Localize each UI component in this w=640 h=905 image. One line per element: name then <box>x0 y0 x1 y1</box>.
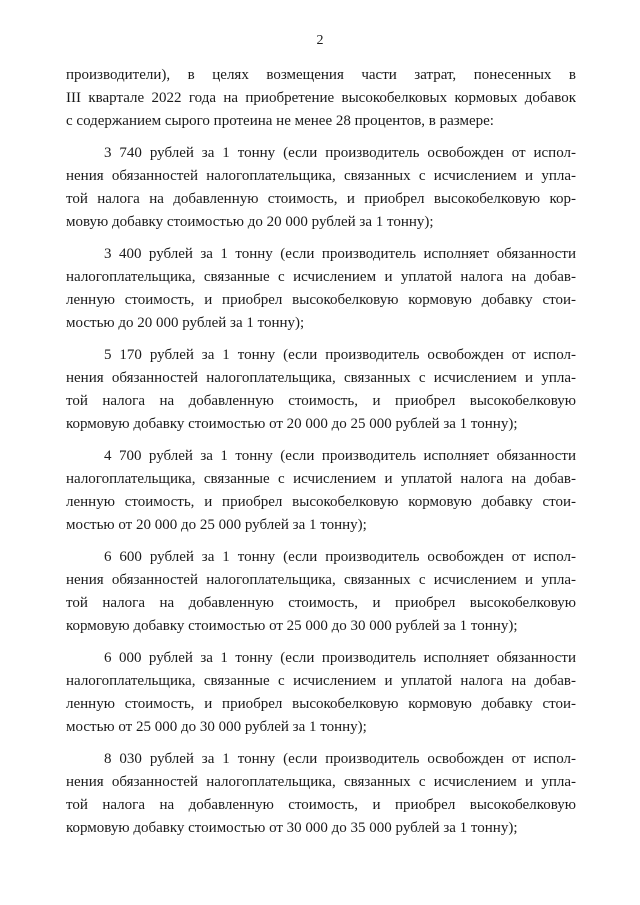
text-line: той налога на добавленную стоимость, и приобрел высокобелковую <box>66 595 576 611</box>
text-line: нения обязанностей налогоплательщика, связанных с исчислением и упла- <box>66 774 576 790</box>
text-line: ленную стоимость, и приобрел высокобелковую кормовую добавку стои- <box>66 494 576 510</box>
text-line: мостью до 20 000 рублей за 1 тонну); <box>66 315 305 331</box>
paragraph <box>66 748 576 840</box>
text-line: налогоплательщика, связанные с исчислением и уплатой налога на добав- <box>66 471 576 487</box>
paragraph <box>66 546 576 638</box>
paragraph <box>66 647 576 739</box>
text-line: той налога на добавленную стоимость, и приобрел высокобелковую <box>66 797 576 813</box>
text-line: кормовую добавку стоимостью от 30 000 до 35 000 рублей за 1 тонну); <box>66 820 518 836</box>
paragraph <box>66 445 576 537</box>
text-line: нения обязанностей налогоплательщика, связанных с исчислением и упла- <box>66 572 576 588</box>
text-line: мовую добавку стоимостью до 20 000 рублей за 1 тонну); <box>66 214 434 230</box>
document-body <box>66 64 576 849</box>
text-line: ленную стоимость, и приобрел высокобелковую кормовую добавку стои- <box>66 292 576 308</box>
text-line: кормовую добавку стоимостью от 20 000 до 25 000 рублей за 1 тонну); <box>66 416 518 432</box>
text-line: 5 170 рублей за 1 тонну (если производитель освобожден от испол- <box>104 347 576 363</box>
text-line: мостью от 25 000 до 30 000 рублей за 1 тонну); <box>66 719 367 735</box>
text-line: 8 030 рублей за 1 тонну (если производитель освобожден от испол- <box>104 751 576 767</box>
text-line: мостью от 20 000 до 25 000 рублей за 1 тонну); <box>66 517 367 533</box>
text-line: той налога на добавленную стоимость, и приобрел высокобелковую <box>66 393 576 409</box>
text-line: производители), в целях возмещения части затрат, понесенных в <box>66 67 576 83</box>
paragraph <box>66 243 576 335</box>
paragraph <box>66 142 576 234</box>
text-line: с содержанием сырого протеина не менее 28 процентов, в размере: <box>66 113 494 129</box>
text-line: нения обязанностей налогоплательщика, связанных с исчислением и упла- <box>66 168 576 184</box>
text-line: ленную стоимость, и приобрел высокобелковую кормовую добавку стои- <box>66 696 576 712</box>
paragraph <box>66 344 576 436</box>
text-line: III квартале 2022 года на приобретение высокобелковых кормовых добавок <box>66 90 576 106</box>
page-number: 2 <box>316 33 324 48</box>
text-line: 4 700 рублей за 1 тонну (если производитель исполняет обязанности <box>104 448 576 464</box>
text-line: 6 600 рублей за 1 тонну (если производитель освобожден от испол- <box>104 549 576 565</box>
text-line: нения обязанностей налогоплательщика, связанных с исчислением и упла- <box>66 370 576 386</box>
text-line: 3 400 рублей за 1 тонну (если производитель исполняет обязанности <box>104 246 576 262</box>
text-line: 6 000 рублей за 1 тонну (если производитель исполняет обязанности <box>104 650 576 666</box>
text-line: той налога на добавленную стоимость, и приобрел высокобелковую кор- <box>66 191 576 207</box>
text-line: налогоплательщика, связанные с исчислением и уплатой налога на добав- <box>66 673 576 689</box>
text-line: кормовую добавку стоимостью от 25 000 до 30 000 рублей за 1 тонну); <box>66 618 518 634</box>
text-line: 3 740 рублей за 1 тонну (если производитель освобожден от испол- <box>104 145 576 161</box>
text-line: налогоплательщика, связанные с исчислением и уплатой налога на добав- <box>66 269 576 285</box>
paragraph <box>66 64 576 133</box>
